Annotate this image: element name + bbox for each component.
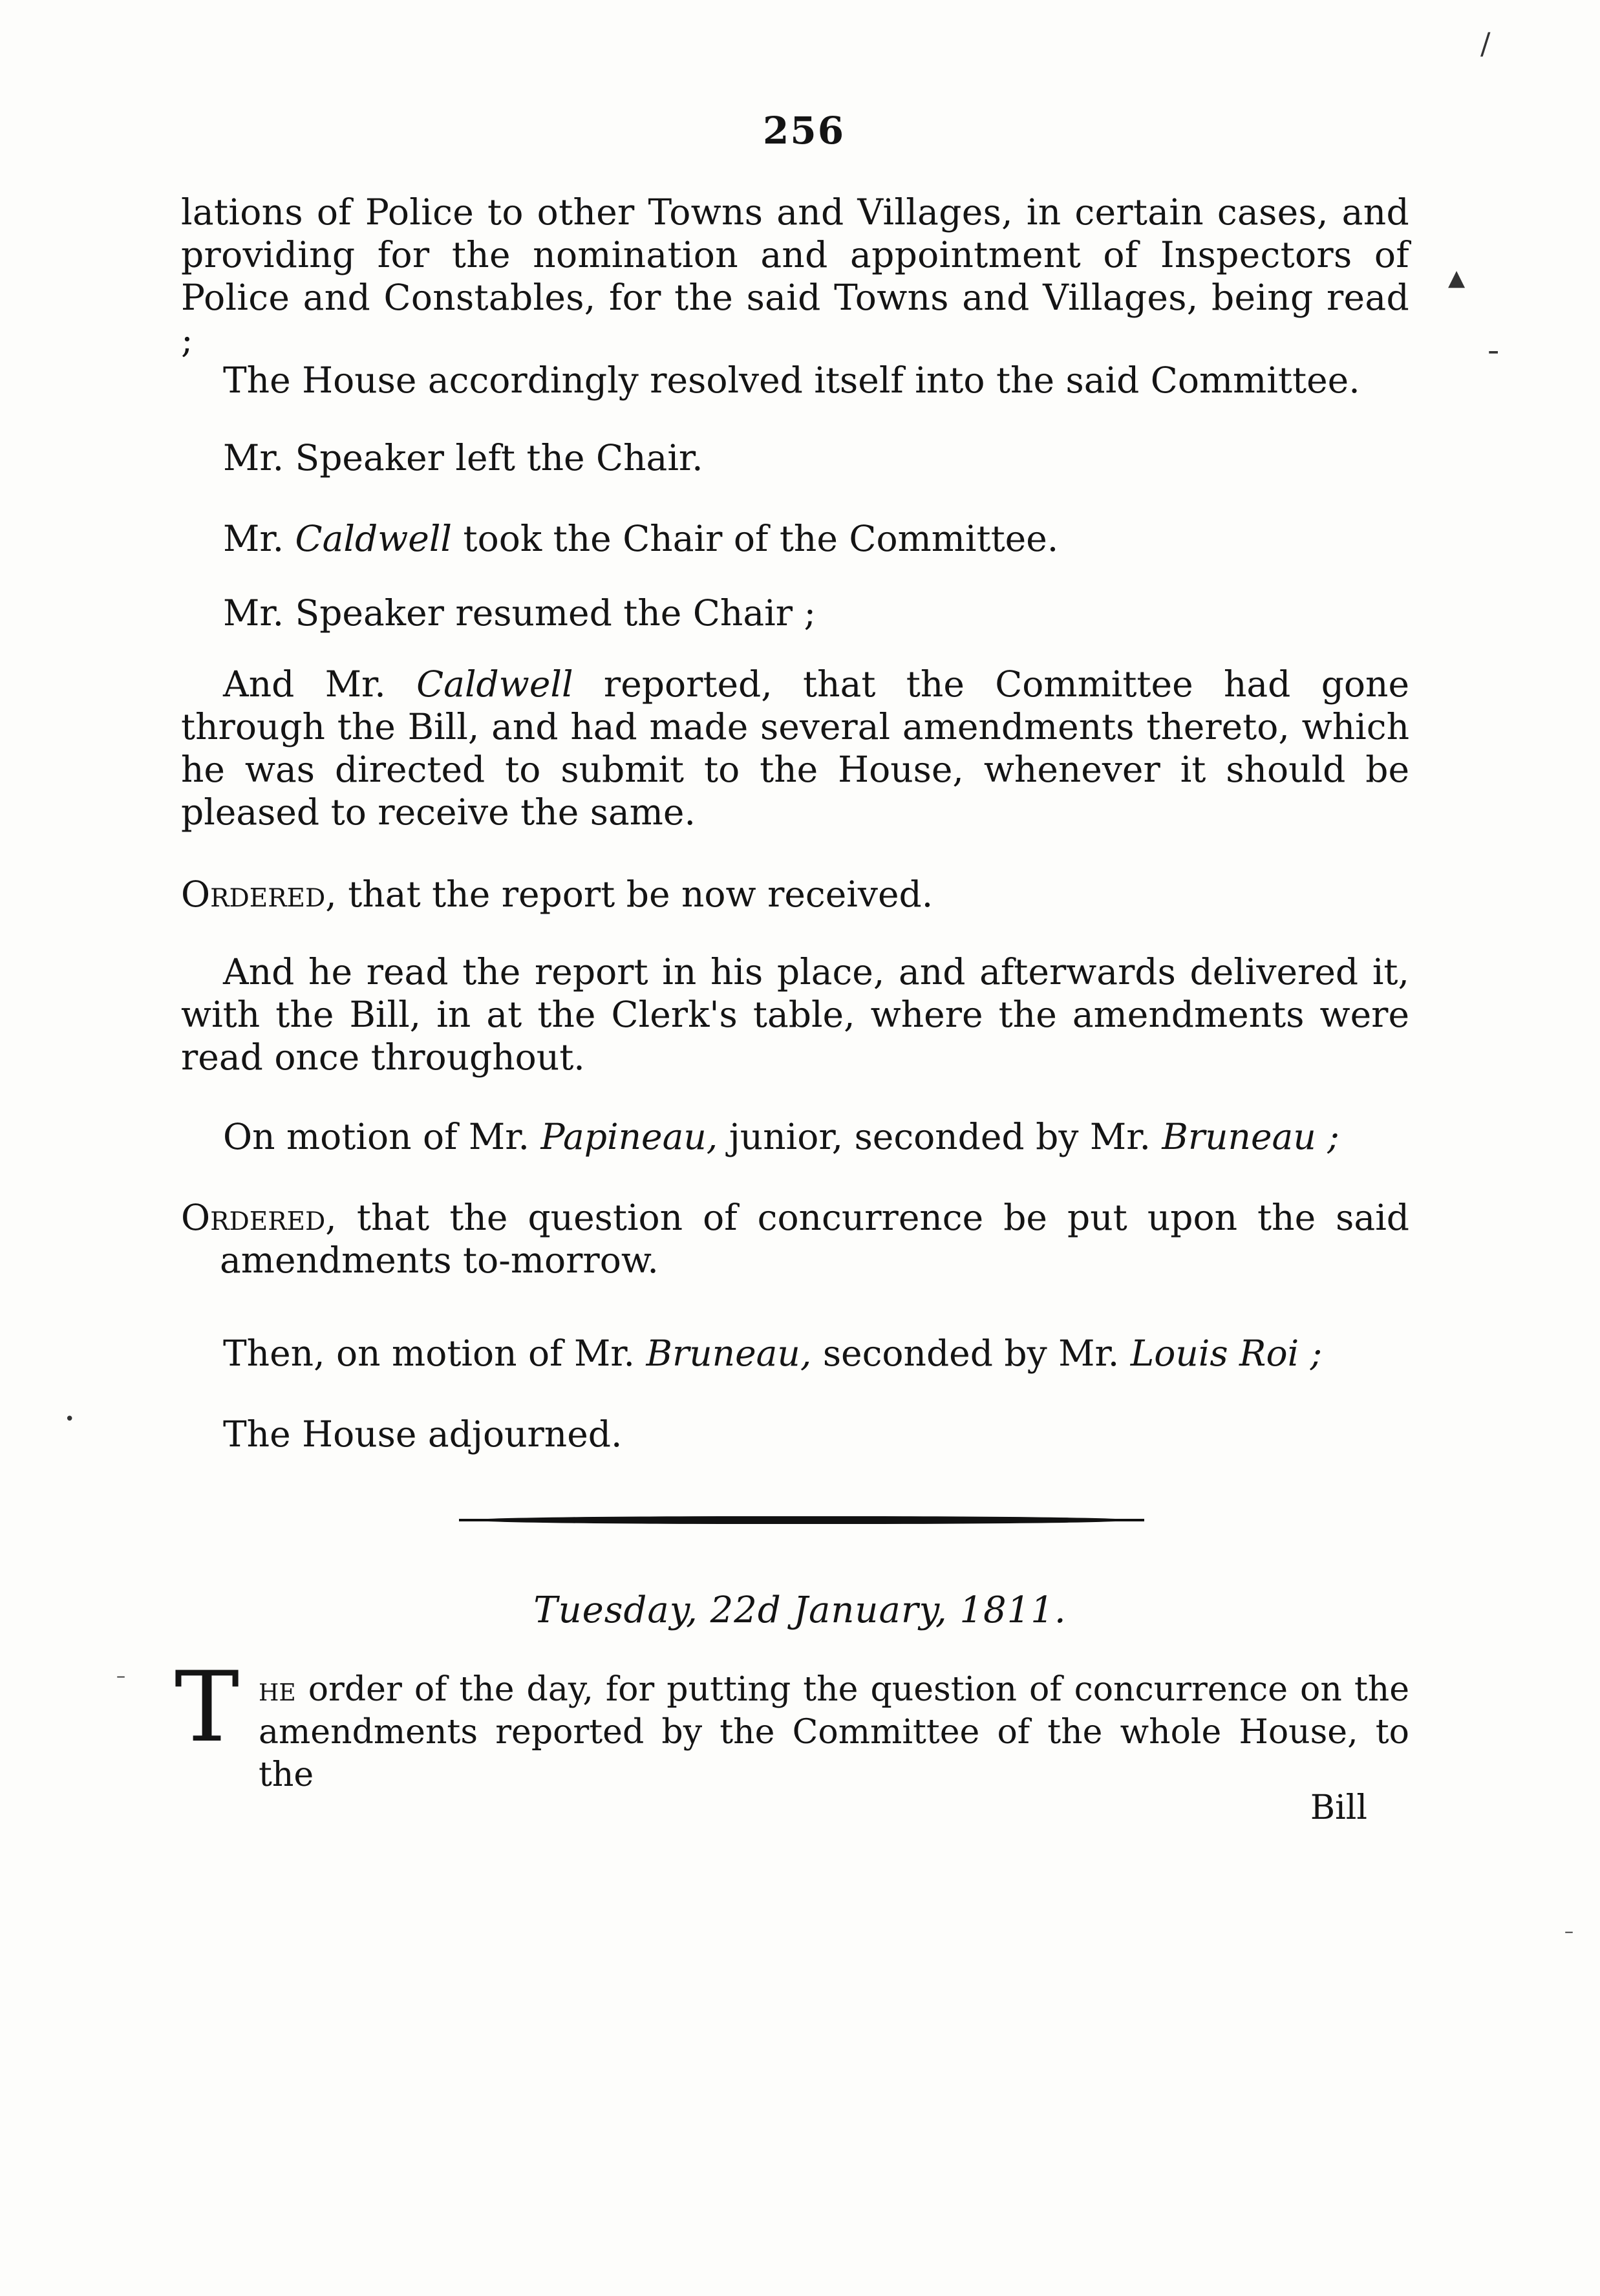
paragraph-report-delivered: And he read the report in his place, and afterwards delivered it, with the Bill, in at the Clerk's table, where the amendments were read once throughout.: [181, 951, 1409, 1078]
paragraph-house-resolved: The House accordingly resolved itself into the said Committee.: [223, 359, 1360, 401]
paragraph-caldwell-chair: [223, 517, 1409, 560]
text-segment: reported, that the Committee had gone through the Bill, and had made several amendments thereto, which he was directed to submit to the House, whenever it should be pleased to receive the same.: [181, 663, 1410, 833]
scan-mark: ╶: [1480, 336, 1498, 369]
paragraph-motion-bruneau: [223, 1332, 1409, 1375]
member-name: Louis Roi ;: [1130, 1333, 1323, 1374]
text-segment: junior, seconded by Mr.: [729, 1116, 1151, 1157]
paragraph-speaker-resumed: Mr. Speaker resumed the Chair ;: [223, 592, 816, 634]
lead-caps: he: [259, 1670, 296, 1709]
paragraph-caldwell-report: [181, 663, 1409, 833]
text-segment: took the Chair of the Committee.: [463, 518, 1059, 559]
scan-mark: –: [116, 1665, 125, 1686]
text-segment: Then, on motion of Mr.: [223, 1333, 635, 1374]
scan-mark: –: [1564, 1920, 1573, 1942]
member-name: Caldwell: [416, 663, 573, 705]
scan-mark: ▲: [1448, 265, 1466, 291]
closing-text: [259, 1668, 1409, 1796]
text-segment: that the question of concurrence be put upon the said amendments to-morrow.: [220, 1197, 1409, 1281]
paragraph-adjourned: The House adjourned.: [223, 1413, 623, 1455]
paragraph-continuation: lations of Police to other Towns and Villages, in certain cases, and providing for the nomination and appointment of Inspectors of Police and Constables, for the said Towns and Villages, being read ;: [181, 191, 1409, 361]
scan-mark: •: [65, 1410, 75, 1429]
page-number: 256: [763, 109, 846, 153]
text-segment: On motion of Mr.: [223, 1116, 529, 1157]
text-segment: And Mr.: [223, 663, 386, 705]
text-segment: that the report be now received.: [348, 874, 933, 915]
paragraph-ordered-concurrence: [181, 1196, 1409, 1282]
section-divider-rule: [472, 1516, 1131, 1524]
catchword: Bill: [1310, 1788, 1367, 1827]
member-name: Papineau,: [540, 1116, 718, 1157]
text-segment: order of the day, for putting the question of concurrence on the amendments reported by the Committee of the whole House, to the: [259, 1670, 1410, 1794]
dateline: Tuesday, 22d January, 1811.: [533, 1589, 1067, 1631]
ordered-caps: Ordered,: [181, 1197, 337, 1238]
paragraph-ordered-report: [181, 873, 1409, 916]
paragraph-speaker-left: Mr. Speaker left the Chair.: [223, 437, 703, 478]
text-segment: Mr.: [223, 518, 284, 559]
member-name: Bruneau ;: [1162, 1116, 1339, 1157]
member-name: Bruneau,: [646, 1333, 812, 1374]
text-segment: seconded by Mr.: [822, 1333, 1120, 1374]
scan-mark: /: [1480, 26, 1491, 61]
paragraph-motion-papineau: [223, 1115, 1409, 1158]
drop-cap: T: [175, 1651, 240, 1764]
member-name: Caldwell: [295, 518, 453, 559]
ordered-caps: Ordered,: [181, 874, 337, 915]
